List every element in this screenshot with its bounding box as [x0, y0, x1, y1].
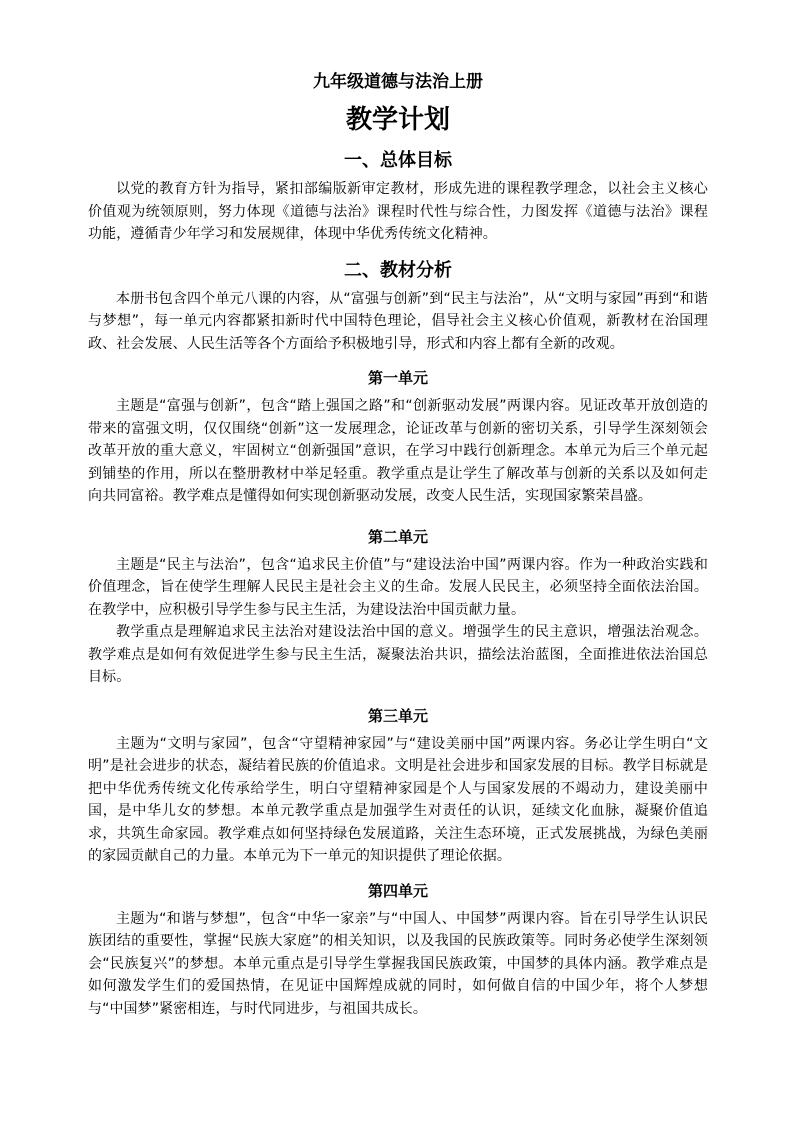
document-subtitle: 九年级道德与法治上册 — [313, 72, 483, 92]
unit-heading-1: 第一单元 — [367, 369, 428, 387]
unit-3-paragraph: 主题为“文明与家园”，包含“守望精神家园”与“建设美丽中国”两课内容。务必让学生明白“文明”是社会进步的状态，凝结着民族的价值追求。文明是社会进步和国家发展的目标。教学目标就是把中华优秀传统文化传承给学生，明白守望精神家园是个人与国家发展的不竭动力，建设美丽中国，是中华儿女的梦想。本单元教学重点是加强学生对责任的认识，延续文化血脉，凝聚价值追求，共筑生命家园。教学难点如何坚持绿色发展道路，关注生态环境，正式发展挑战，为绿色美丽的家园贡献自己的力量。本单元为下一单元的知识提供了理论依据。 — [88, 735, 708, 864]
unit-2-paragraph-2: 教学重点是理解追求民主法治对建设法治中国的意义。增强学生的民主意识，增强法治观念。教学难点是如何有效促进学生参与民主生活，凝聚法治共识，描绘法治蓝图，全面推进依法治国总目标。 — [88, 624, 708, 685]
unit-heading-4: 第四单元 — [367, 881, 428, 900]
paragraph-textbook-analysis: 本册书包含四个单元八课的内容，从“富强与创新”到“民主与法治”，从“文明与家园”再到“和谐与梦想”，每一单元内容都紧扣新时代中国特色理论，倡导社会主义核心价值观，新教材在治国理政、社会发展、人民生活等各个方面给予积极地引导，形式和内容上都有全新的改观。 — [88, 290, 708, 352]
document-page — [88, 70, 708, 1020]
paragraph-overall-goal: 以党的教育方针为指导，紧扣部编版新审定教材，形成先进的课程教学理念，以社会主义核心价值观为统领原则，努力体现《道德与法治》课程时代性与综合性，力图发挥《道德与法治》课程功能，遵循青少年学习和发展规律，体现中华优秀传统文化精神。 — [88, 181, 708, 242]
unit-4-paragraph: 主题为“和谐与梦想”，包含“中华一家亲”与“中国人、中国梦”两课内容。旨在引导学生认识民族团结的重要性，掌握“民族大家庭”的相关知识，以及我国的民族政策等。同时务必使学生深刻领会“民族复兴”的梦想。本单元重点是引导学生掌握我国民族政策，中国梦的具体内涵。教学难点是如何激发学生们的爱国热情，在见证中国辉煌成就的同时，如何做自信的中国少年，将个人梦想与“中国梦”紧密相连，与时代同进步，与祖国共成长。 — [88, 910, 708, 1017]
unit-2-paragraph-1: 主题是“民主与法治”，包含“追求民主价值”与“建设法治中国”两课内容。作为一种政治实践和价值理念，旨在使学生理解人民民主是社会主义的生命。发展人民民主，必须坚持全面依法治国。在教学中，应积极引导学生参与民主生活，为建设法治中国贡献力量。 — [88, 556, 708, 618]
spacer — [88, 246, 708, 252]
unit-heading-3: 第三单元 — [367, 706, 428, 725]
unit-1-paragraph: 主题是“富强与创新”，包含“踏上强国之路”和“创新驱动发展”两课内容。见证改革开放创造的带来的富强文明，仅仅围绕“创新”这一发展理念，论证改革与创新的密切关系，引导学生深刻领会改革开放的重大意义，牢固树立“创新强国”意识，在学习中践行创新理念。本单元为后三个单元起到铺垫的作用，所以在整册教材中举足轻重。教学重点是让学生了解改革与创新的关系以及如何走向共同富裕。教学难点是懂得如何实现创新驱动发展，改变人民生活，实现国家繁荣昌盛。 — [88, 398, 708, 504]
unit-heading-2: 第二单元 — [367, 527, 428, 546]
document-title: 教学计划 — [345, 105, 450, 135]
section-heading-textbook-analysis: 二、教材分析 — [344, 259, 452, 281]
section-heading-overall-goal: 一、总体目标 — [344, 150, 452, 171]
